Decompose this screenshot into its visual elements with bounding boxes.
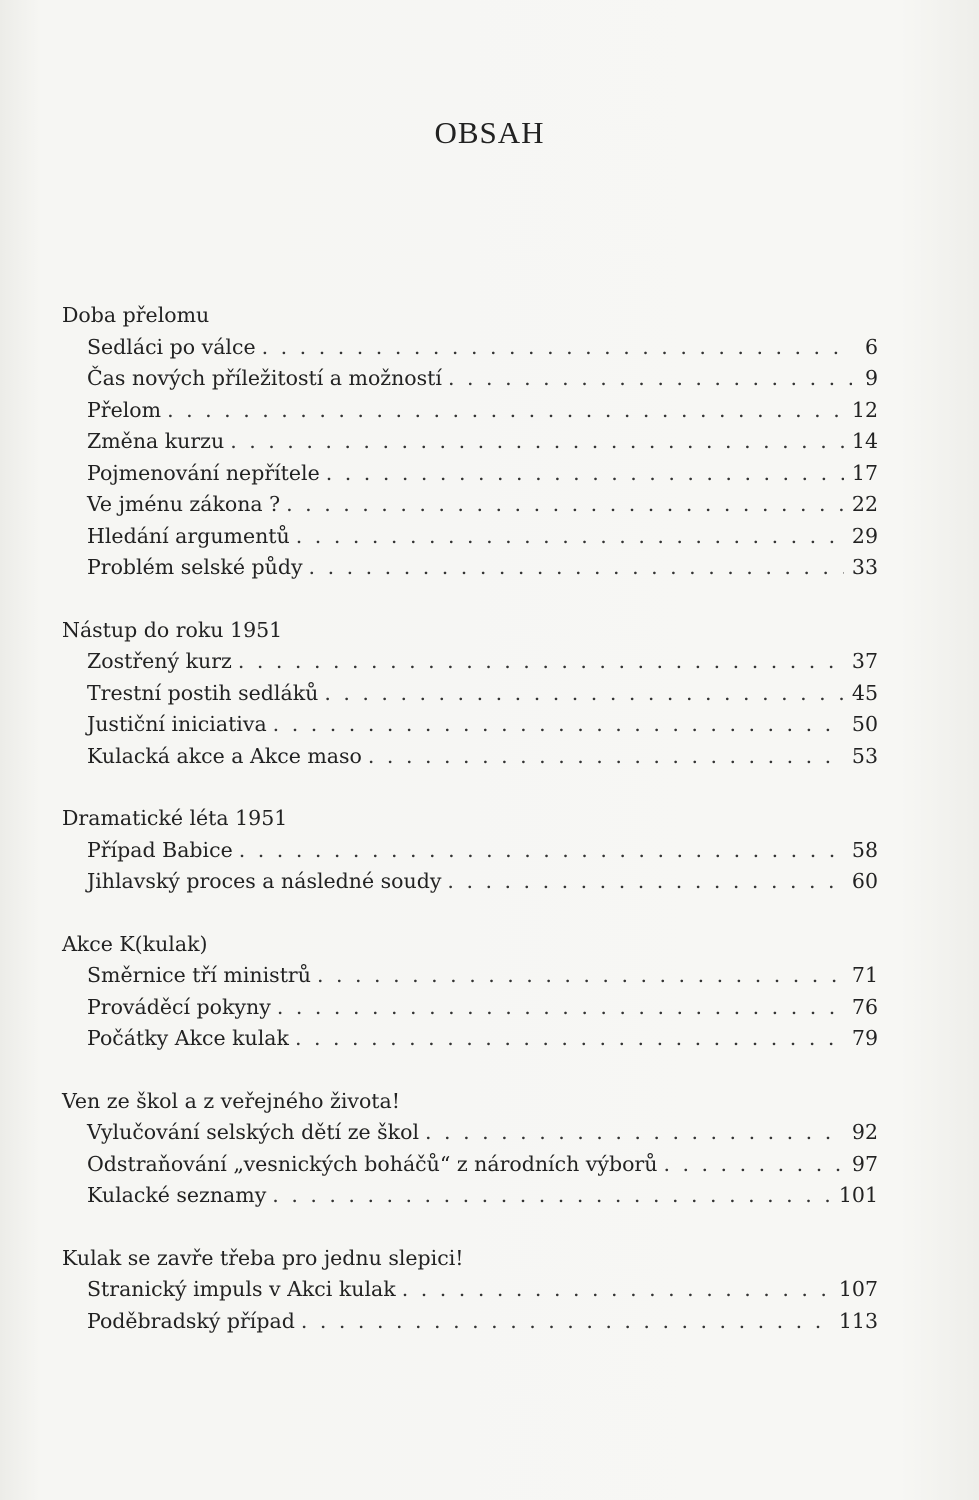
entry-title: Justiční iniciativa: [87, 712, 267, 736]
toc-entry: [62, 992, 878, 1024]
entry-page-number: 17: [851, 460, 878, 485]
dot-leader: [402, 1274, 831, 1306]
dot-leader: [425, 1117, 844, 1149]
entry-title: Poděbradský případ: [87, 1308, 295, 1333]
entry-page-number: 60: [851, 869, 878, 893]
section-title: Akce K(kulak): [62, 931, 208, 956]
toc-entry: [62, 521, 878, 553]
toc-entry: [62, 1117, 878, 1149]
toc-entry: [62, 1306, 878, 1338]
entry-title: Čas nových příležitostí a možností: [87, 366, 442, 390]
toc-section: [62, 1086, 878, 1212]
dot-leader: [286, 489, 844, 521]
dot-leader: [317, 960, 844, 992]
entry-title: Jihlavský proces a následné soudy: [87, 869, 442, 893]
entry-title: Stranický impuls v Akci kulak: [87, 1277, 396, 1301]
dot-leader: [230, 426, 844, 458]
entry-title: Hledání argumentů: [87, 523, 290, 548]
dot-leader: [368, 741, 844, 773]
toc-entry: [62, 426, 878, 458]
entry-page-number: 113: [838, 1308, 878, 1333]
dot-leader: [309, 552, 844, 584]
section-title: Nástup do roku 1951: [62, 617, 283, 642]
toc-entry: [62, 1180, 878, 1212]
entry-page-number: 29: [851, 523, 878, 548]
section-title: Dramatické léta 1951: [62, 806, 288, 830]
entry-page-number: 33: [851, 555, 878, 579]
dot-leader: [447, 866, 844, 898]
entry-page-number: 50: [851, 712, 878, 736]
dot-leader: [262, 332, 852, 364]
dot-leader: [326, 458, 844, 490]
entry-page-number: 37: [851, 649, 878, 673]
toc-entry: [62, 363, 878, 395]
dot-leader: [239, 835, 844, 867]
toc-entry: [62, 835, 878, 867]
entry-page-number: 71: [851, 963, 878, 987]
toc-section: [62, 803, 878, 898]
toc-entry: [62, 866, 878, 898]
toc-entry: [62, 395, 878, 427]
dot-leader: [273, 709, 844, 741]
entry-page-number: 14: [851, 429, 878, 453]
toc-section: [62, 929, 878, 1055]
section-title: Ven ze škol a z veřejného života!: [62, 1088, 401, 1113]
entry-page-number: 79: [851, 1026, 878, 1050]
entry-page-number: 58: [851, 837, 878, 862]
toc-section: [62, 1243, 878, 1338]
entry-title: Vylučování selských dětí ze škol: [87, 1120, 420, 1144]
entry-title: Změna kurzu: [87, 429, 225, 453]
toc-entry: [62, 709, 878, 741]
entry-page-number: 22: [851, 492, 878, 516]
toc-entry: [62, 646, 878, 678]
toc-section: [62, 300, 878, 584]
dot-leader: [296, 521, 844, 553]
entry-title: Kulacká akce a Akce maso: [87, 743, 362, 768]
dot-leader: [272, 1180, 831, 1212]
dot-leader: [324, 678, 844, 710]
entry-title: Ve jménu zákona ?: [87, 492, 281, 516]
entry-page-number: 6: [864, 334, 878, 359]
page-title: OBSAH: [434, 115, 545, 150]
entry-title: Problém selské půdy: [87, 555, 303, 579]
entry-title: Prováděcí pokyny: [87, 994, 271, 1019]
entry-page-number: 97: [851, 1151, 878, 1176]
toc-entry: [62, 1149, 878, 1181]
dot-leader: [301, 1306, 831, 1338]
toc-entry: [62, 1023, 878, 1055]
entry-title: Pojmenování nepřítele: [87, 460, 320, 485]
entry-title: Přelom: [87, 397, 162, 422]
entry-page-number: 12: [851, 397, 878, 422]
toc-section: [62, 615, 878, 773]
dot-leader: [295, 1023, 844, 1055]
toc-entry: [62, 741, 878, 773]
entry-title: Kulacké seznamy: [87, 1183, 267, 1207]
entry-title: Trestní postih sedláků: [87, 680, 319, 705]
toc-entry: [62, 489, 878, 521]
entry-page-number: 107: [838, 1277, 878, 1301]
dot-leader: [238, 646, 844, 678]
dot-leader: [277, 992, 844, 1024]
entry-page-number: 76: [851, 994, 878, 1019]
dot-leader: [448, 363, 852, 395]
entry-page-number: 101: [838, 1183, 878, 1207]
section-title: Kulak se zavře třeba pro jednu slepici!: [62, 1245, 464, 1270]
toc-entry: [62, 960, 878, 992]
entry-title: Sedláci po válce: [87, 334, 256, 359]
toc-entry: [62, 678, 878, 710]
toc-entry: [62, 552, 878, 584]
toc-entry: [62, 1274, 878, 1306]
entry-title: Odstraňování „vesnických boháčů“ z národních výborů: [87, 1151, 658, 1176]
entry-title: Případ Babice: [87, 837, 233, 862]
dot-leader: [663, 1149, 843, 1181]
entry-title: Směrnice tří ministrů: [87, 963, 311, 987]
entry-page-number: 45: [851, 680, 878, 705]
entry-page-number: 92: [851, 1120, 878, 1144]
dot-leader: [167, 395, 844, 427]
entry-page-number: 9: [864, 366, 878, 390]
entry-title: Zostřený kurz: [87, 649, 232, 673]
table-of-contents: [62, 300, 878, 1337]
entry-page-number: 53: [851, 743, 878, 768]
toc-entry: [62, 458, 878, 490]
section-title: Doba přelomu: [62, 303, 210, 327]
toc-entry: [62, 332, 878, 364]
entry-title: Počátky Akce kulak: [87, 1026, 289, 1050]
